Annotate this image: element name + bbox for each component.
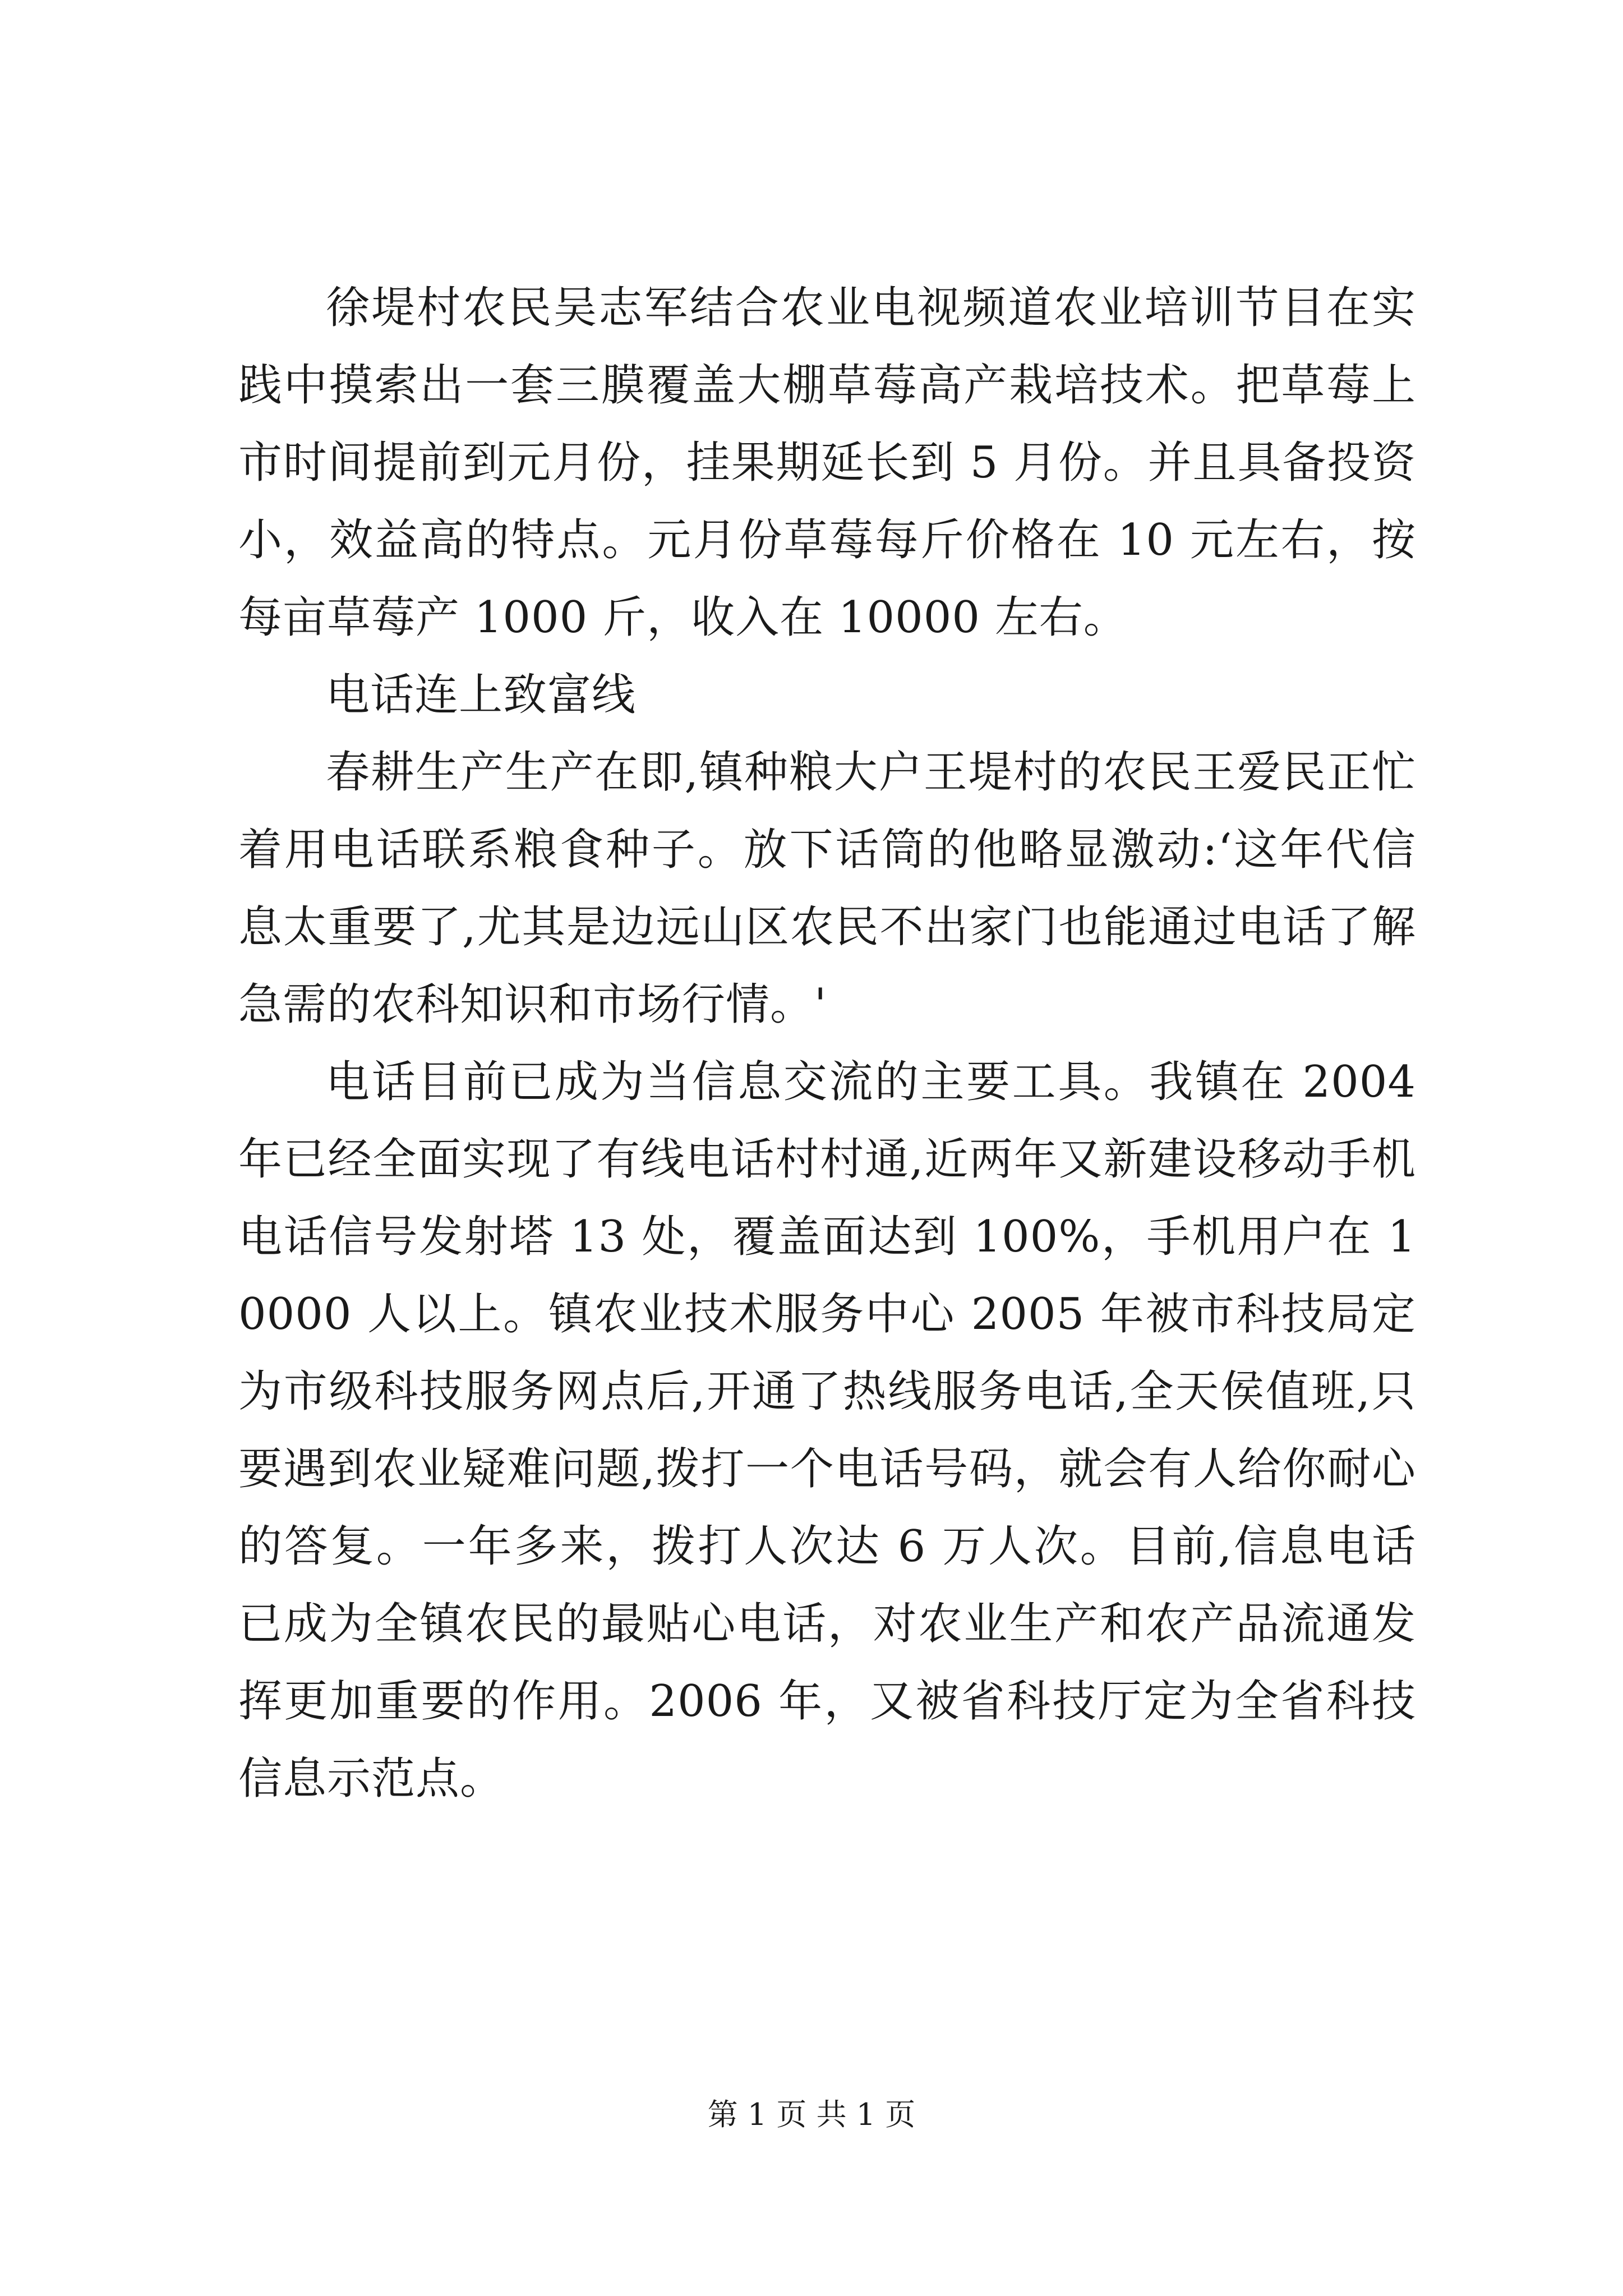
document-body (238, 269, 1416, 1818)
paragraph-strawberry: 徐堤村农民吴志军结合农业电视频道农业培训节目在实践中摸索出一套三膜覆盖大棚草莓高产栽培技术。把草莓上市时间提前到元月份，挂果期延长到 5 月份。并且具备投资小，效益高的特点。元月份草莓每斤价格在 10 元左右，按每亩草莓产 1000 斤，收入在 10000 左右。 (238, 283, 1416, 643)
paragraph-telephone-network: 电话目前已成为当信息交流的主要工具。我镇在 2004 年已经全面实现了有线电话村村通,近两年又新建设移动手机电话信号发射塔 13 处，覆盖面达到 100%，手机用户在 10000 人以上。镇农业技术服务中心 2005 年被市科技局定为市级科技服务网点后,开通了热线服务电话,全天侯值班,只要遇到农业疑难问题,拨打一个电话号码，就会有人给你耐心的答复。一年多来，拨打人次达 6 万人次。目前,信息电话已成为全镇农民的最贴心电话，对农业生产和农产品流通发挥更加重要的作用。2006 年，又被省科技厅定为全省科技信息示范点。 (238, 1057, 1416, 1804)
paragraph-spring-planting: 春耕生产生产在即,镇种粮大户王堤村的农民王爱民正忙着用电话联系粮食种子。放下话筒的他略显激动:‘这年代信息太重要了,尤其是边远山区农民不出家门也能通过电话了解急需的农科知识和市场行情。' (238, 747, 1416, 1030)
section-heading: 电话连上致富线 (326, 670, 637, 720)
page-footer: 第 1 页 共 1 页 (707, 2097, 916, 2132)
